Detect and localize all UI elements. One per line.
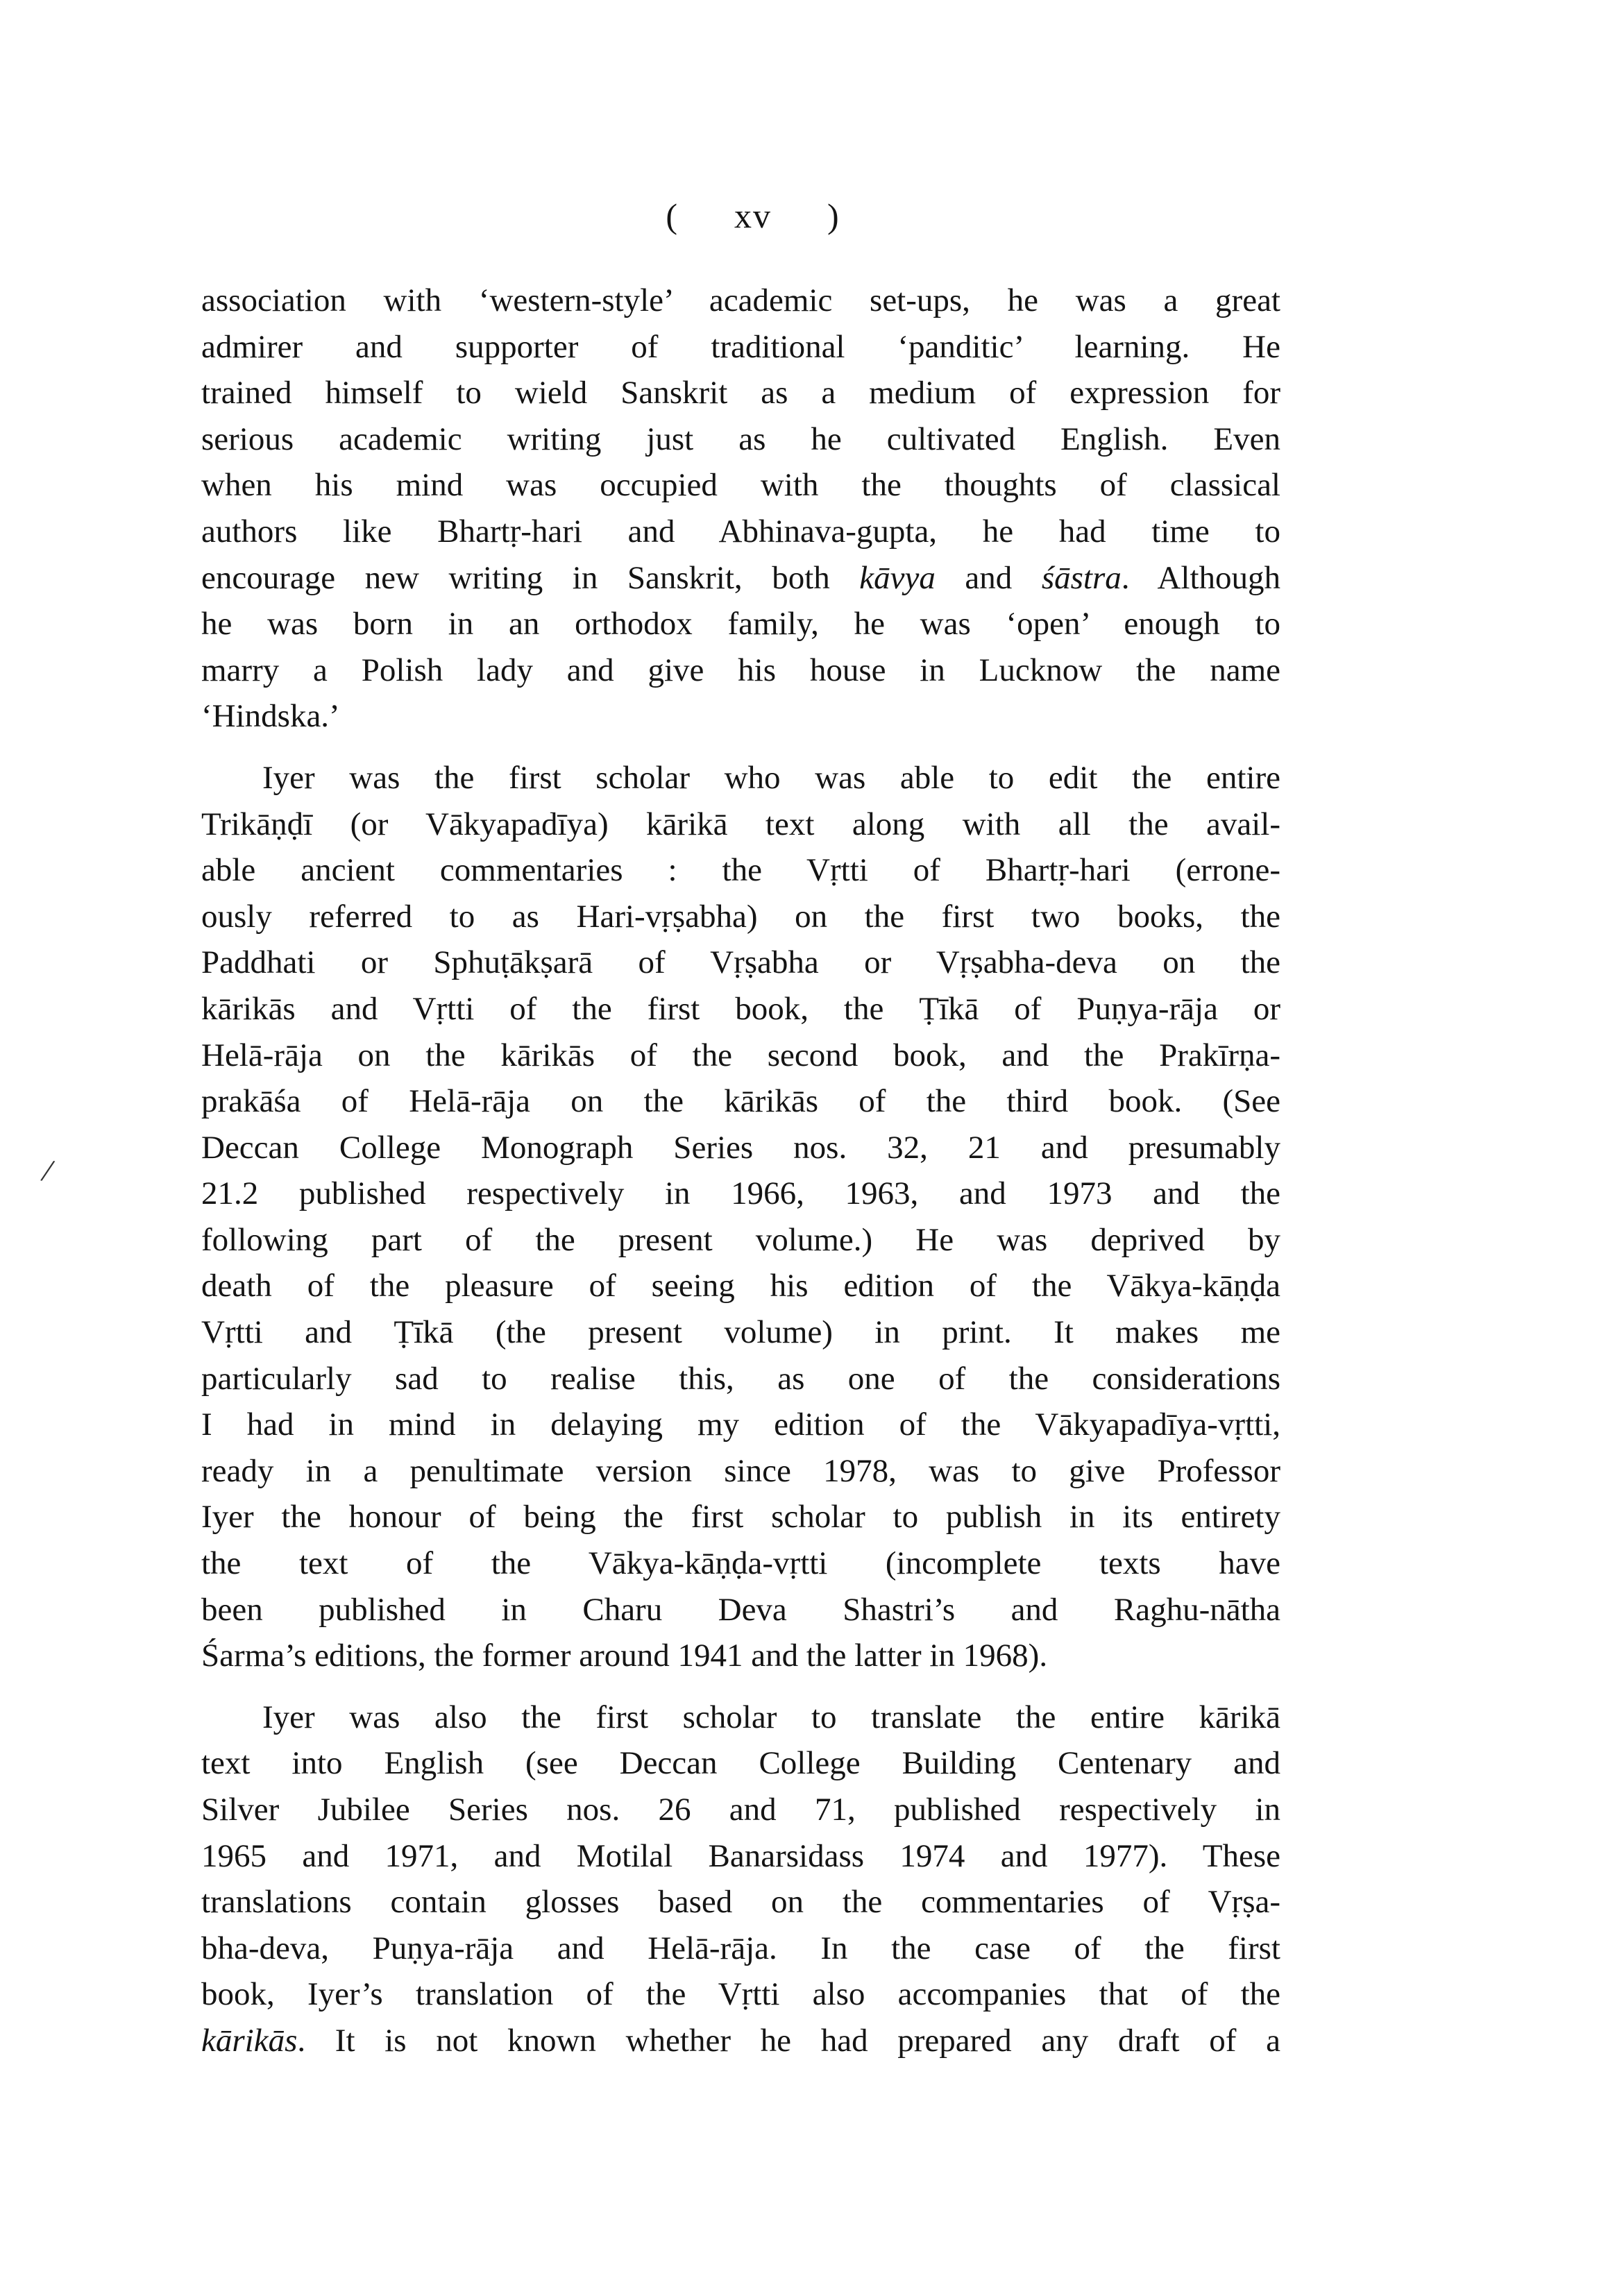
close-paren: ) (827, 196, 840, 235)
text-line: ‘Hindska.’ (201, 698, 340, 735)
text-line: marry a Polish lady and give his house in Lucknow the name (201, 652, 1280, 688)
text-line: Deccan College Monograph Series nos. 32, 21 and presumably (201, 1129, 1280, 1166)
text-segment: and (935, 559, 1042, 596)
paragraph-2 (201, 755, 1280, 1679)
text-line (201, 555, 1280, 602)
text-line: Trikāṇḍī (or Vākyapadīya) kārikā text along with all the avail- (201, 806, 1280, 842)
text-segment: . It is not known whether he had prepared any draft of a (297, 2022, 1280, 2059)
text-line: Vṛtti and Ṭīkā (the present volume) in print. It makes me (201, 1314, 1280, 1351)
text-line: Paddhati or Sphuṭākṣarā of Vṛṣabha or Vṛṣabha-deva on the (201, 944, 1280, 981)
text-line: been published in Charu Deva Shastri’s and Raghu-nātha (201, 1591, 1280, 1628)
text-line: bha-deva, Puṇya-rāja and Helā-rāja. In the case of the first (201, 1930, 1280, 1966)
text-line: serious academic writing just as he cultivated English. Even (201, 420, 1280, 457)
text-line: able ancient commentaries : the Vṛtti of Bhartṛ-hari (errone- (201, 852, 1280, 889)
open-paren: ( (666, 196, 679, 235)
margin-pencil-mark: / (38, 1152, 57, 1190)
text-line: death of the pleasure of seeing his edition of the Vākya-kāṇḍa (201, 1268, 1280, 1304)
text-line: association with ‘western-style’ academic set-ups, he was a great (201, 282, 1280, 318)
text-line: Iyer was also the first scholar to translate the entire kārikā (262, 1699, 1280, 1735)
text-line: Iyer the honour of being the first scholar to publish in its entirety (201, 1499, 1280, 1536)
text-line: 21.2 published respectively in 1966, 1963, and 1973 and the (201, 1175, 1280, 1212)
text-line: Helā-rāja on the kārikās of the second book, and the Prakīrṇa- (201, 1037, 1280, 1073)
italic-term-karikas: kārikās (201, 2022, 298, 2059)
text-line: Iyer was the first scholar who was able to edit the entire (262, 759, 1280, 796)
text-line: the text of the Vākya-kāṇḍa-vṛtti (incomplete texts have (201, 1545, 1280, 1582)
text-line: book, Iyer’s translation of the Vṛtti also accompanies that of the (201, 1976, 1280, 2013)
text-line: Silver Jubilee Series nos. 26 and 71, published respectively in (201, 1792, 1280, 1828)
text-line: 1965 and 1971, and Motilal Banarsidass 1974 and 1977). These (201, 1837, 1280, 1874)
text-line: when his mind was occupied with the thoughts of classical (201, 467, 1280, 504)
text-line: particularly sad to realise this, as one of the considerations (201, 1360, 1280, 1397)
page-number-header (0, 196, 1506, 236)
text-line: authors like Bhartṛ-hari and Abhinava-gupta, he had time to (201, 513, 1280, 550)
italic-term-sastra: śāstra (1041, 559, 1122, 596)
page-number: xv (734, 196, 772, 235)
text-line: I had in mind in delaying my edition of the Vākyapadīya-vṛtti, (201, 1406, 1280, 1443)
text-line: trained himself to wield Sanskrit as a medium of expression for (201, 375, 1280, 411)
italic-term-kavya: kāvya (859, 559, 936, 596)
text-segment: encourage new writing in Sanskrit, both (201, 559, 860, 596)
text-line: ready in a penultimate version since 1978, was to give Professor (201, 1452, 1280, 1489)
text-line: Śarma’s editions, the former around 1941 and the latter in 1968). (201, 1638, 1048, 1674)
text-line: following part of the present volume.) He was deprived by (201, 1221, 1280, 1258)
text-line: ously referred to as Hari-vṛṣabha) on the first two books, the (201, 898, 1280, 935)
text-line: translations contain glosses based on the commentaries of Vṛṣa- (201, 1884, 1280, 1921)
text-segment: . Although (1121, 559, 1280, 596)
body-text (201, 278, 1280, 2080)
text-line (201, 2018, 1280, 2064)
text-line: text into English (see Deccan College Building Centenary and (201, 1745, 1280, 1782)
text-line: kārikās and Vṛtti of the first book, the Ṭīkā of Puṇya-rāja or (201, 990, 1280, 1027)
text-line: admirer and supporter of traditional ‘panditic’ learning. He (201, 328, 1280, 365)
text-line: he was born in an orthodox family, he was ‘open’ enough to (201, 606, 1280, 643)
paragraph-3 (201, 1694, 1280, 2064)
paragraph-1 (201, 278, 1280, 740)
text-line: prakāśa of Helā-rāja on the kārikās of the third book. (See (201, 1083, 1280, 1120)
